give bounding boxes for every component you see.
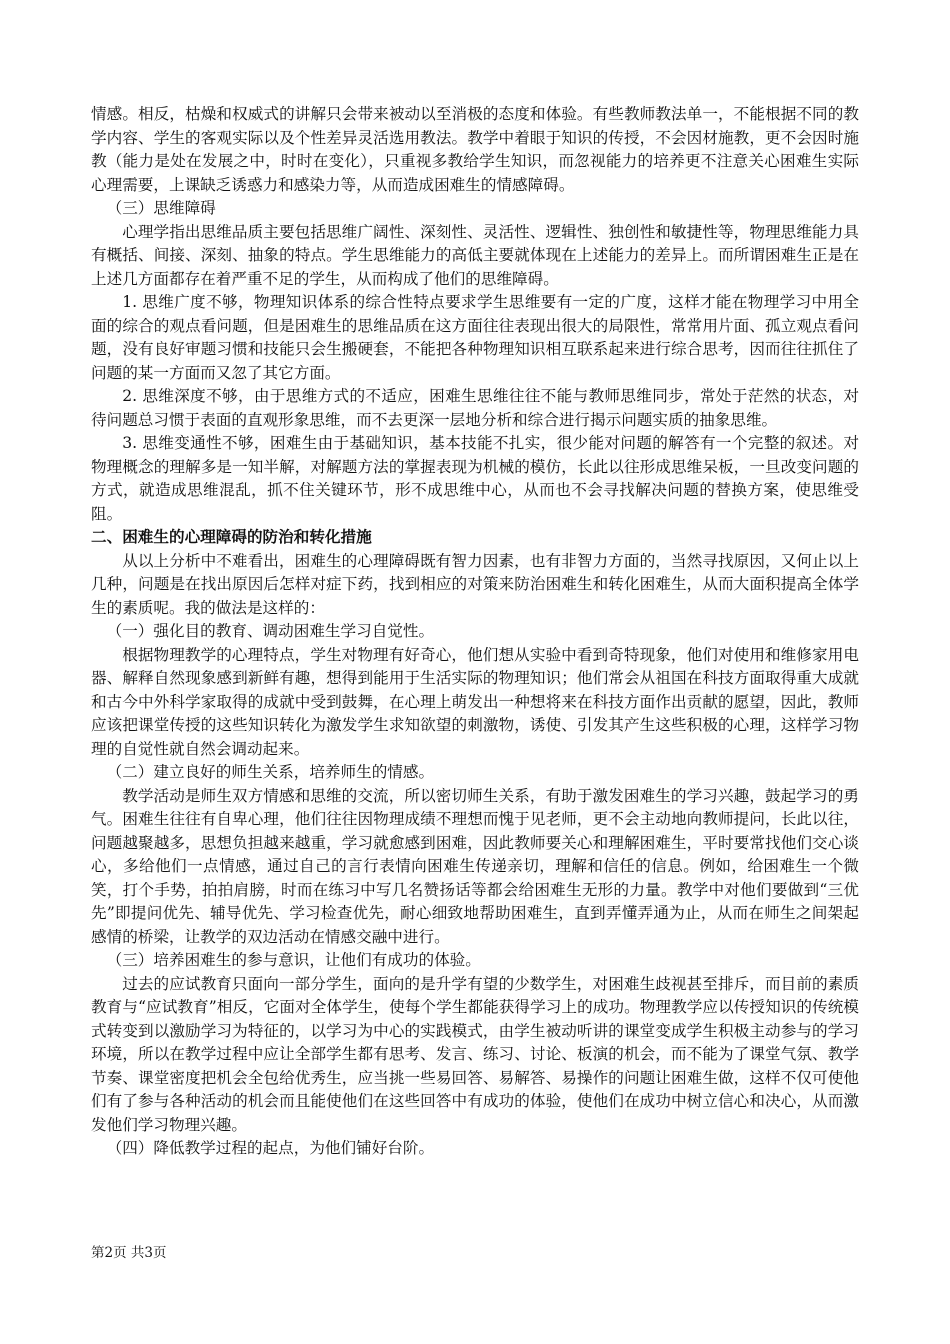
body-paragraph: 从以上分析中不难看出，困难生的心理障碍既有智力因素，也有非智力方面的，当然寻找原因，又何止以上几种，问题是在找出原因后怎样对症下药，找到相应的对策来防治困难生和转化困难生，从而大面积提高全体学生的素质呢。我的做法是这样的： (91, 551, 859, 617)
page-number-label: 第2页 共3页 (91, 1245, 167, 1261)
body-paragraph: 根据物理教学的心理特点，学生对物理有好奇心，他们想从实验中看到奇特现象，他们对使用和维修家用电器、解释自然现象感到新鲜有趣，想得到能用于生活实际的物理知识；他们常会从祖国在科技方面取得重大成就和古今中外科学家取得的成就中受到鼓舞，在心理上萌发出一种想将来在科技方面作出贡献的愿望，因此，教师应该把课堂传授的这些知识转化为激发学生求知欲望的刺激物，诱使、引发其产生这些积极的心理，这样学习物理的自觉性就自然会调动起来。 (91, 645, 859, 758)
subsection-heading: （三）培养困难生的参与意识，让他们有成功的体验。 (106, 951, 481, 969)
body-paragraph: 3. 思维变通性不够，困难生由于基础知识，基本技能不扎实，很少能对问题的解答有一个完整的叙述。对物理概念的理解多是一知半解，对解题方法的掌握表现为机械的模仿，长此以往形成思维呆板，一旦改变问题的方式，就造成思维混乱，抓不住关键环节，形不成思维中心，从而也不会寻找解决问题的替换方案，使思维受阻。 (91, 434, 859, 523)
body-paragraph: 1. 思维广度不够，物理知识体系的综合性特点要求学生思维要有一定的广度，这样才能在物理学习中用全面的综合的观点看问题，但是困难生的思维品质在这方面往往表现出很大的局限性，常常用片面、孤立观点看问题，没有良好审题习惯和技能只会生搬硬套，不能把各种物理知识相互联系起来进行综合思考，因而往往抓住了问题的某一方面而又忽了其它方面。 (91, 293, 859, 382)
body-paragraph: 过去的应试教育只面向一部分学生，面向的是升学有望的少数学生，对困难生歧视甚至排斥，而目前的素质教育与“应试教育”相反，它面对全体学生，使每个学生都能获得学习上的成功。物理教学应以传授知识的传统模式转变到以激励学习为特征的，以学习为中心的实践模式，由学生被动听讲的课堂变成学生积极主动参与的学习环境，所以在教学过程中应让全部学生都有思考、发言、练习、讨论、板演的机会，而不能为了课堂气氛、教学节奏、课堂密度把机会全包给优秀生，应当挑一些易回答、易解答、易操作的问题让困难生做，这样不仅可使他们有了参与各种活动的机会而且能使他们在这些回答中有成功的体验，使他们在成功中树立信心和决心，从而激发他们学习物理兴趣。 (91, 974, 859, 1134)
subsection-heading: （二）建立良好的师生关系，培养师生的情感。 (106, 763, 435, 781)
body-paragraph: 2. 思维深度不够，由于思维方式的不适应，困难生思维往往不能与教师思维同步，常处于茫然的状态，对待问题总习惯于表面的直观形象思维，而不去更深一层地分析和综合进行揭示问题实质的抽象思维。 (91, 387, 859, 429)
body-paragraph: 心理学指出思维品质主要包括思维广阔性、深刻性、灵活性、逻辑性、独创性和敏捷性等，物理思维能力具有概括、间接、深刻、抽象的特点。学生思维能力的高低主要就体现在上述能力的差异上。而所谓困难生正是在上述几方面都存在着严重不足的学生，从而构成了他们的思维障碍。 (91, 222, 859, 288)
subsection-heading: （四）降低教学过程的起点，为他们铺好台阶。 (106, 1139, 435, 1157)
page-footer (91, 1244, 166, 1262)
subsection-heading: （三）思维障碍 (106, 199, 216, 217)
body-paragraph: 教学活动是师生双方情感和思维的交流，所以密切师生关系，有助于激发困难生的学习兴趣，鼓起学习的勇气。困难生往往有自卑心理，他们往往因物理成绩不理想而愧于见老师，更不会主动地向教师提问，长此以往，问题越聚越多，思想负担越来越重，学习就愈感到困难，因此教师要关心和理解困难生，平时要常找他们交心谈心，多给他们一点情感，通过自己的言行表情向困难生传递亲切，理解和信任的信息。例如，给困难生一个微笑，打个手势，拍拍肩膀，时而在练习中写几名赞扬话等都会给困难生无形的力量。教学中对他们要做到“三优先”即提问优先、辅导优先、学习检查优先，耐心细致地帮助困难生，直到弄懂弄通为止，从而在师生之间架起感情的桥梁，让教学的双边活动在情感交融中进行。 (91, 786, 859, 946)
body-paragraph: 情感。相反，枯燥和权威式的讲解只会带来被动以至消极的态度和体验。有些教师教法单一，不能根据不同的教学内容、学生的客观实际以及个性差异灵活选用教法。教学中着眼于知识的传授，不会因材施教，更不会因时施教（能力是处在发展之中，时时在变化），只重视多教给学生知识，而忽视能力的培养更不注意关心困难生实际心理需要，上课缺乏诱惑力和感染力等，从而造成困难生的情感障碍。 (91, 105, 859, 194)
section-heading: 二、困难生的心理障碍的防治和转化措施 (91, 528, 372, 546)
document-body (91, 103, 859, 1161)
subsection-heading: （一）强化目的教育、调动困难生学习自觉性。 (106, 622, 435, 640)
